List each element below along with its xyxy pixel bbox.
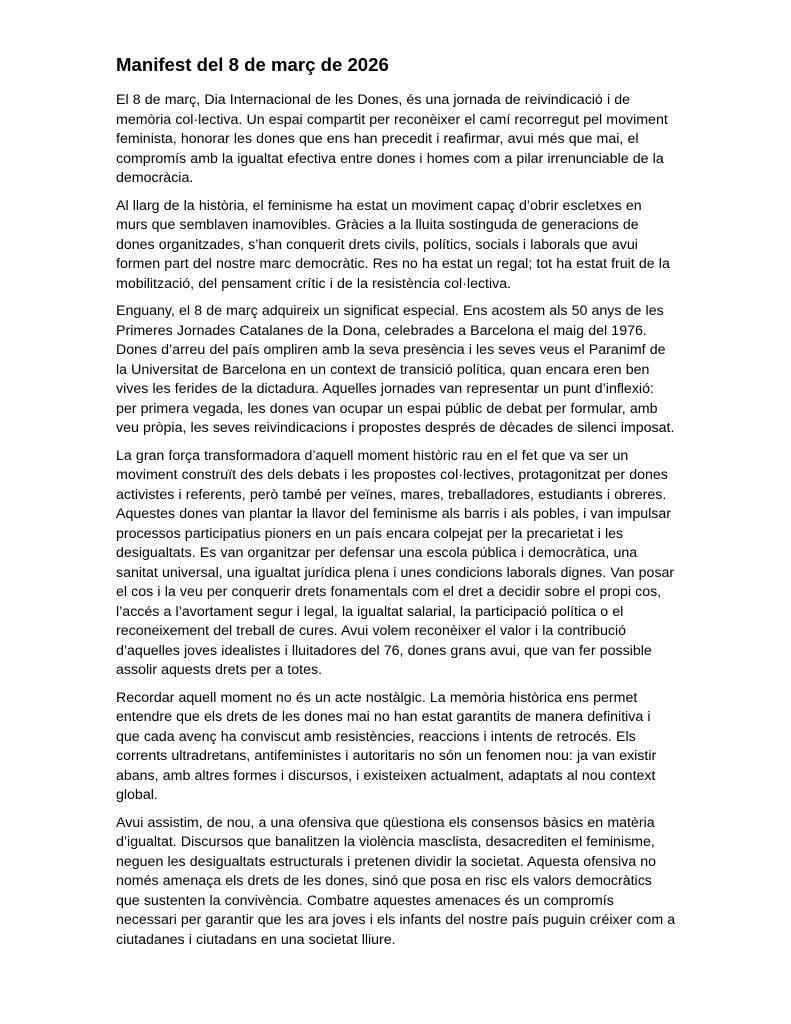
paragraph-2: Al llarg de la història, el feminisme ha estat un moviment capaç d’obrir escletxes en murs que semblaven inamovibles. Gràcies a la lluita sostinguda de generacions de dones organitzades, s’han conquerit drets civils, polítics, socials i laborals que avui formen part del nostre marc democràtic. Res no ha estat un regal; tot ha estat fruit de la mobilització, del pensament crític i de la resistència col·lectiva. — [116, 197, 670, 292]
document-title: Manifest del 8 de març de 2026 — [116, 54, 389, 75]
paragraph-5: Recordar aquell moment no és un acte nostàlgic. La memòria històrica ens permet entendre que els drets de les dones mai no han estat garantits de manera definitiva i que cada avenç ha conviscut amb resistències, reaccions i intents de retrocés. Els corrents ultradretans, antifeministes i autoritaris no són un fenomen nou: ja van existir abans, amb altres formes i discursos, i existeixen actualment, adaptats al nou context global. — [116, 689, 657, 803]
paragraph-1: El 8 de març, Dia Internacional de les Dones, és una jornada de reivindicació i de memòria col·lectiva. Un espai compartit per reconèixer el camí recorregut pel moviment feminista, honorar les dones que ens han precedit i reafirmar, avui més que mai, el compromís amb la igualtat efectiva entre dones i homes com a pilar irrenunciable de la democràcia. — [116, 92, 668, 186]
paragraph-3: Enguany, el 8 de març adquireix un significat especial. Ens acostem als 50 anys de les Primeres Jornades Catalanes de la Dona, celebrades a Barcelona el maig del 1976. Dones d’arreu del país ompliren amb la seva presència i les seves veus el Paranimf de la Universitat de Barcelona en un context de transició política, quan encara eren ben vives les ferides de la dictadura. Aquelles jornades van representar un punt d’inflexió: per primera vegada, les dones van ocupar un espai públic de debat per formular, amb veu pròpia, les seves reivindicacions i propostes després de dècades de silenci imposat. — [116, 303, 675, 436]
paragraph-6: Avui assistim, de nou, a una ofensiva que qüestiona els consensos bàsics en matèria d’igualtat. Discursos que banalitzen la violència masclista, desacrediten el feminisme, neguen les desigualtats estructurals i pretenen dividir la societat. Aquesta ofensiva no només amenaça els drets de les dones, sinó que posa en risc els valors democràtics que sustenten la convivència. Combatre aquestes amenaces és un compromís necessari per garantir que les ara joves i els infants del nostre país puguin créixer com a ciutadanes i ciutadans en una societat lliure. — [116, 814, 676, 948]
paragraph-4: La gran força transformadora d’aquell moment històric rau en el fet que va ser un moviment construït des dels debats i les propostes col·lectives, protagonitzat per dones activistes i referents, però també per veïnes, mares, treballadores, estudiants i obreres. Aquestes dones van plantar la llavor del feminisme als barris i als pobles, i van impulsar processos participatius pioners en un país encara colpejat per la precarietat i les desigualtats. Es van organitzar per defensar una escola pública i democràtica, una sanitat universal, una igualtat jurídica plena i unes condicions laborals dignes. Van posar el cos i la veu per conquerir drets fonamentals com el dret a decidir sobre el propi cos, l’accés a l’avortament segur i legal, la igualtat salarial, la participació política o el reconeixement del treball de cures. Avui volem reconèixer el valor i la contribució d’aquelles joves idealistes i lluitadores del 76, dones grans avui, que van fer possible assolir aquests drets per a totes. — [116, 447, 675, 678]
